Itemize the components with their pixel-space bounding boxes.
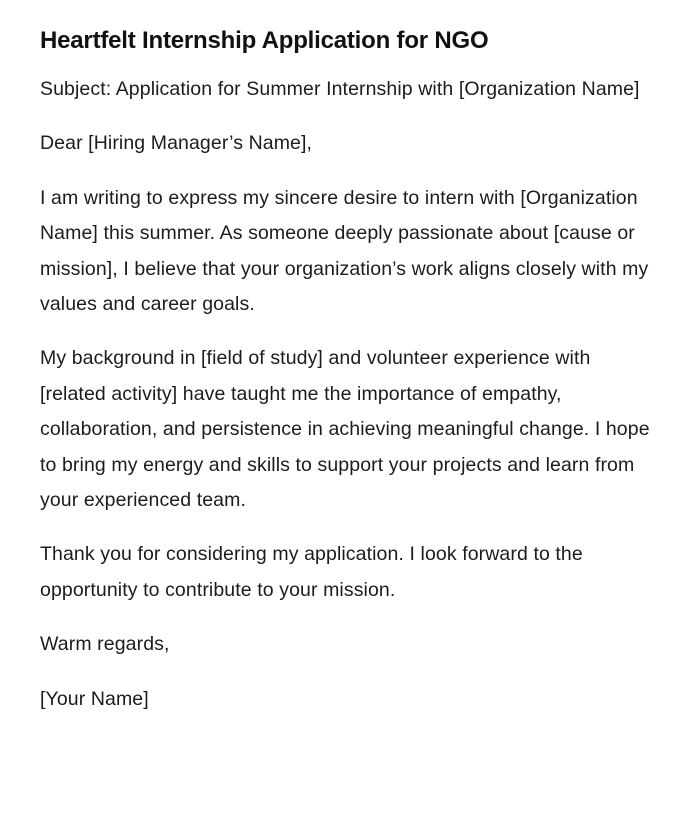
salutation: Dear [Hiring Manager’s Name],: [40, 132, 313, 155]
subject-line: Subject: Application for Summer Internship with [Organization Name]: [40, 78, 640, 100]
body-paragraph-intro: I am writing to express my sincere desire to intern with [Organization Name] this summer. As someone deeply passionate about [cause or mission], I believe that your organization’s work aligns closely with my values and career goals.: [40, 186, 649, 316]
signature: [Your Name]: [40, 687, 149, 710]
body-paragraph-background: My background in [field of study] and volunteer experience with [related activity] have taught me the importance of empathy, collaboration, and persistence in achieving meaningful change. I hope to bring my energy and skills to support your projects and learn from your experienced team.: [40, 347, 650, 512]
body-paragraph-thanks: Thank you for considering my application. I look forward to the opportunity to contribute to your mission.: [40, 543, 583, 601]
closing-line: Warm regards,: [40, 633, 170, 656]
document-title: Heartfelt Internship Application for NGO: [40, 27, 489, 54]
